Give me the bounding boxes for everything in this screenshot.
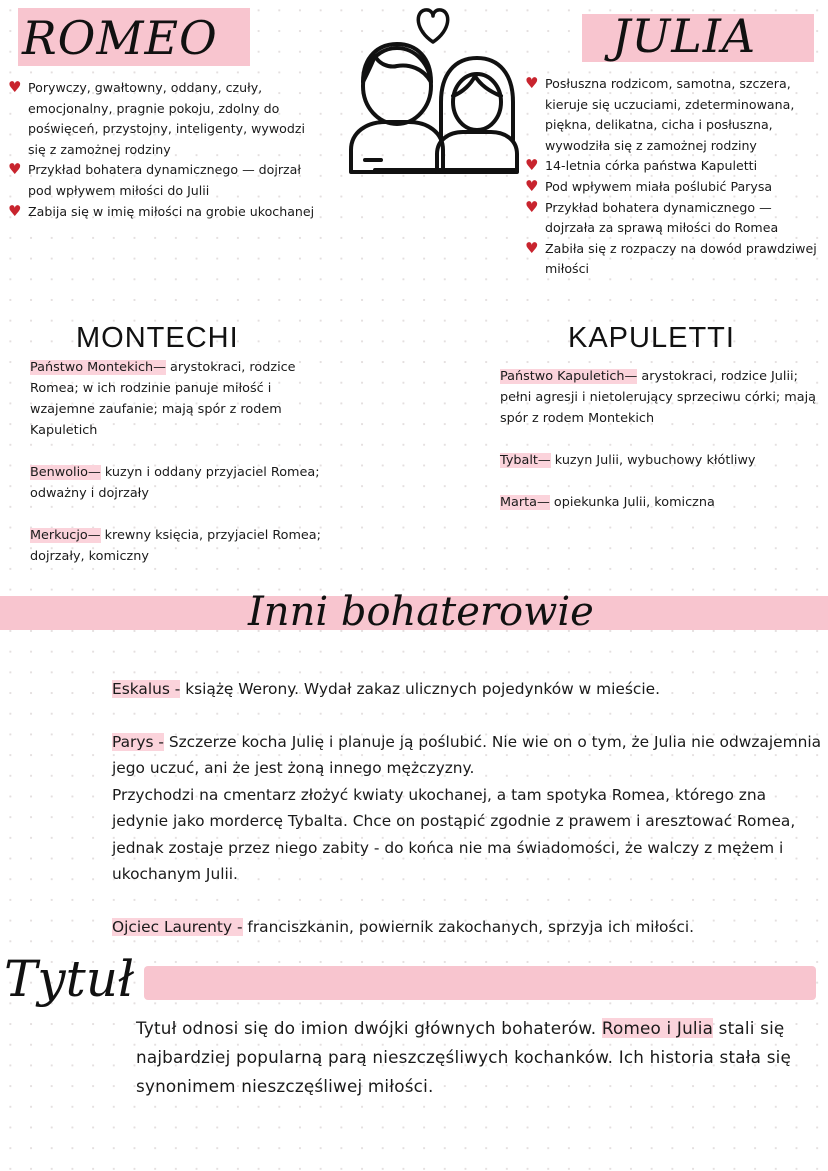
list-item: Państwo Montekich— arystokraci, rodzice Romea; w ich rodzinie panuje miłość i wzajemne zaufanie; mają spór z rodem Kapuletich: [30, 360, 296, 438]
list-item: Parys - Szczerze kocha Julię i planuje ją poślubić. Nie wie on o tym, że Julia nie odwzajemnia jego uczuć, ani że jest żoną innego mężczyzny. Przychodzi na cmentarz złożyć kwiaty ukochanej, a tam spotyka Romea, którego zna jedynie jako mordercę Tybalta. Chce on postąpić zgodnie z prawem i aresztować Romea, jednak zostaje przez niego zabity - do końca nie ma świadomości, że walczy z mężem i ukochanym Julii.: [112, 732, 822, 883]
heart-icon: ♥: [8, 78, 22, 96]
title-heading-band: [144, 966, 816, 1000]
heart-icon: ♥: [525, 238, 539, 257]
list-item: ♥ 14-letnia córka państwa Kapuletti: [525, 156, 758, 175]
kapuletti-section: [500, 366, 820, 534]
heart-icon: ♥: [8, 201, 22, 220]
others-heading: Inni bohaterowie: [248, 589, 594, 635]
heart-icon: ♥: [525, 197, 539, 216]
list-item: Tybalt— kuzyn Julii, wybuchowy kłótliwy: [500, 453, 756, 468]
heart-icon: ♥: [8, 160, 22, 179]
list-item: ♥ Porywczy, gwałtowny, oddany, czuły, emocjonalny, pragnie pokoju, zdolny do poświęceń, przystojny, inteligenty, wywodzi się z zamożnej rodziny: [8, 78, 305, 157]
title-paragraph: Tytuł odnosi się do imion dwójki głównych bohaterów. Romeo i Julia stali się najbardziej popularną parą nieszczęśliwych kochanków. Ich historia stała się synonimem nieszczęśliwej miłości.: [136, 1018, 792, 1096]
list-item: Eskalus - książę Werony. Wydał zakaz ulicznych pojedynków w mieście.: [112, 680, 660, 698]
list-item: ♥ Zabija się w imię miłości na grobie ukochanej: [8, 201, 315, 220]
list-item: ♥ Posłuszna rodzicom, samotna, szczera, kieruje się uczuciami, zdeterminowana, piękna, delikatna, cicha i posłuszna, wywodziła się z zamożnej rodziny: [525, 74, 795, 153]
list-item: ♥ Przykład bohatera dynamicznego — dojrzał pod wpływem miłości do Julii: [8, 160, 301, 198]
others-section: [112, 676, 824, 966]
list-item: Ojciec Laurenty - franciszkanin, powiernik zakochanych, sprzyja ich miłości.: [112, 917, 695, 936]
heart-icon: ♥: [525, 156, 539, 175]
list-item: ♥ Pod wpływem miała poślubić Parysa: [525, 176, 773, 195]
julia-traits: [525, 74, 825, 280]
list-item: ♥ Przykład bohatera dynamicznego — dojrzała za sprawą miłości do Romea: [525, 197, 779, 236]
list-item: Merkucjo— krewny księcia, przyjaciel Romea; dojrzały, komiczny: [30, 528, 321, 564]
list-item: Państwo Kapuletich— arystokraci, rodzice Julii; pełni agresji i nietolerujący sprzeciwu córki; mają spór z rodem Montekich: [500, 369, 816, 426]
julia-name: JULIA: [612, 9, 757, 63]
heart-icon: [418, 10, 447, 42]
romeo-traits: [8, 78, 326, 222]
kapuletti-heading: KAPULETTI: [568, 322, 735, 354]
list-item: Benwolio— kuzyn i oddany przyjaciel Romea; odważny i dojrzały: [30, 465, 320, 501]
list-item: Marta— opiekunka Julii, komiczna: [500, 495, 715, 510]
title-heading: Tytuł: [4, 950, 135, 1008]
heart-icon: ♥: [525, 74, 539, 92]
romeo-name: ROMEO: [22, 11, 218, 65]
heart-icon: ♥: [525, 176, 539, 195]
montechi-section: [30, 357, 330, 588]
couple-icon: [345, 4, 525, 176]
montechi-heading: MONTECHI: [76, 322, 239, 354]
list-item: ♥ Zabiła się z rozpaczy na dowód prawdziwej miłości: [525, 238, 817, 277]
